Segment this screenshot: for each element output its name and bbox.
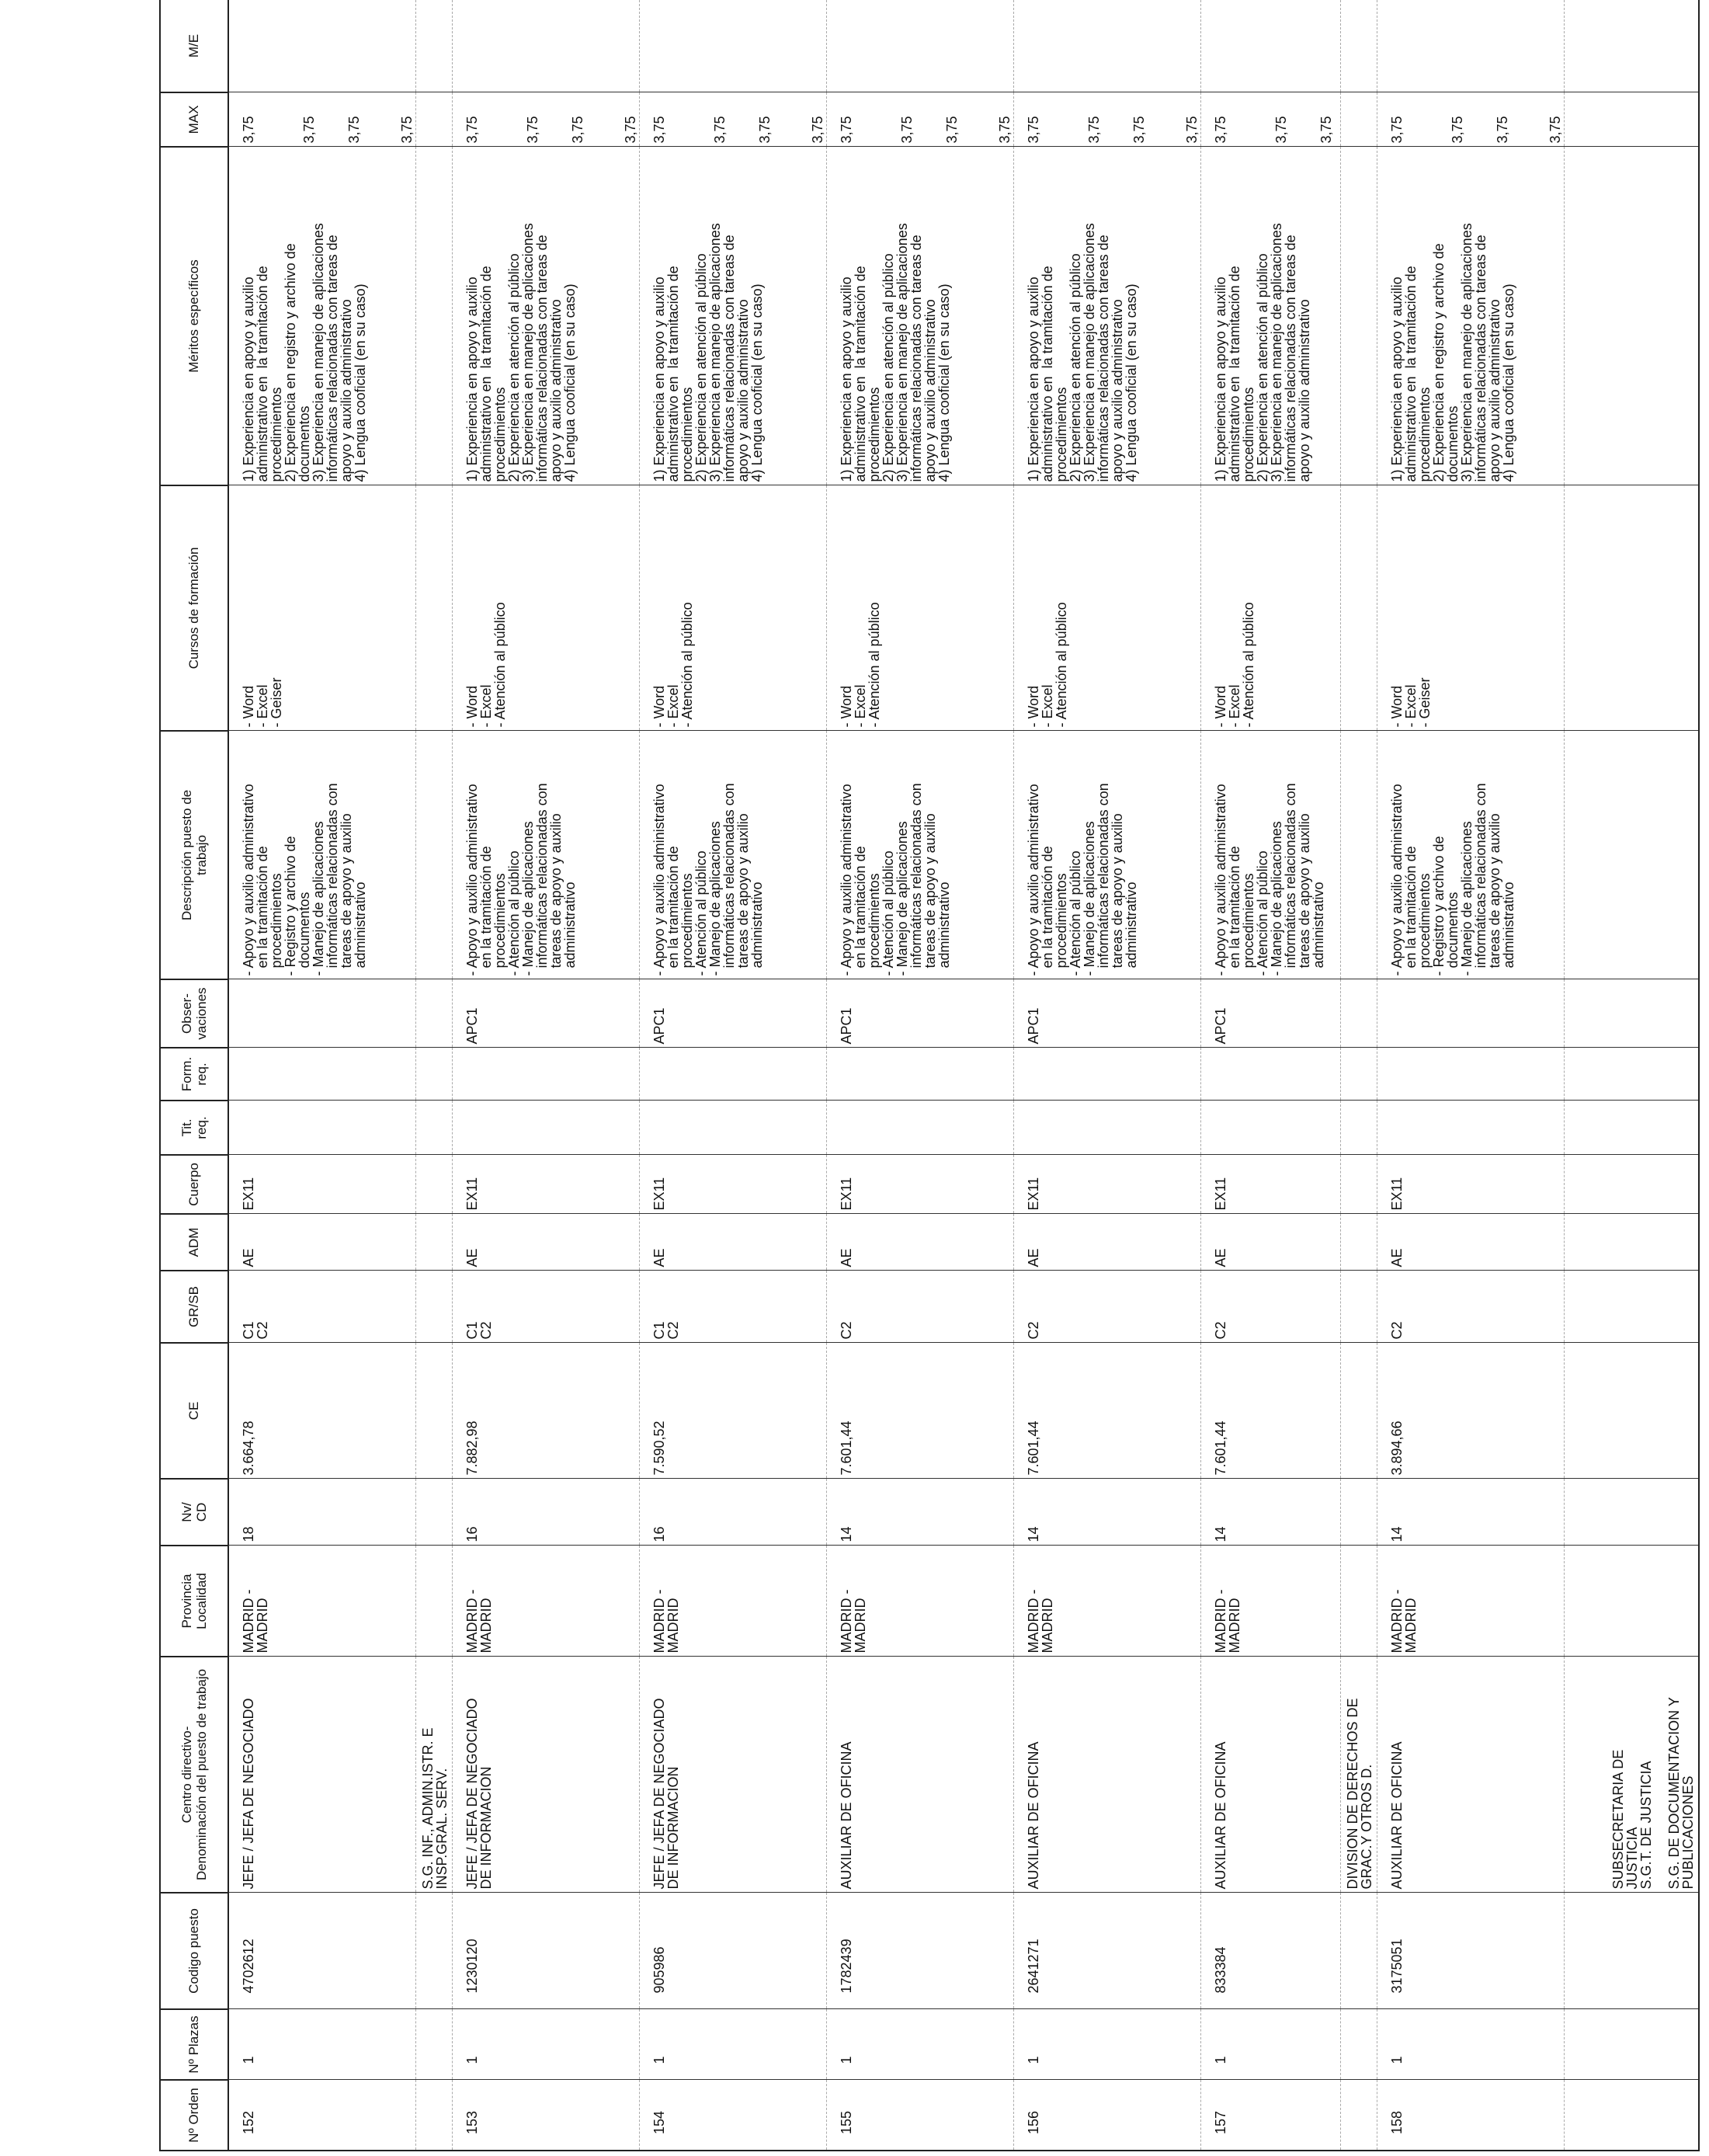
cell-adm: AE: [827, 1214, 1014, 1271]
cell-observaciones: APC1: [640, 979, 827, 1048]
cell-plazas: 1: [827, 2009, 1014, 2080]
cell-max: [1014, 92, 1201, 147]
cell-ce: 3.664,78: [228, 1343, 416, 1479]
cell-provincia: [1565, 1546, 1700, 1657]
table-row: [827, 0, 1014, 2151]
max-value: 3,75: [1318, 116, 1334, 144]
cell-max: [1341, 92, 1377, 147]
cell-titulacion: [1341, 1101, 1377, 1155]
cell-cuerpo: EX11: [453, 1155, 640, 1214]
cell-observaciones: [416, 979, 453, 1048]
cell-provincia: MADRID - MADRID: [827, 1546, 1014, 1657]
max-value: 3,75: [399, 116, 415, 144]
table-row: [453, 0, 640, 2151]
cell-provincia: MADRID - MADRID: [1377, 1546, 1565, 1657]
cell-meritos: 1) Experiencia en apoyo y auxilio administrativo en la tramitación de procedimientos 2) Experiencia en atención al público 3) Experiencia en manejo de aplicaciones informáticas relacionadas con tareas de apoyo y auxilio administrativo 4) Lengua cooficial (en su caso): [1014, 147, 1201, 485]
cell-provincia: MADRID - MADRID: [228, 1546, 416, 1657]
cell-max: [1377, 92, 1565, 147]
cell-provincia: MADRID - MADRID: [453, 1546, 640, 1657]
header-meritos: Méritos específicos: [160, 147, 228, 485]
cell-formacion: [1014, 1048, 1201, 1101]
cell-plazas: 1: [640, 2009, 827, 2080]
cell-titulacion: [1565, 1101, 1700, 1155]
table-body: [228, 0, 1699, 2151]
cell-ce: 7.601,44: [1014, 1343, 1201, 1479]
header-me: M/E: [160, 0, 228, 92]
cell-formacion: [827, 1048, 1014, 1101]
cell-plazas: 1: [1377, 2009, 1565, 2080]
header-titulacion: Tit. req.: [160, 1101, 228, 1155]
max-value: 3,75: [1131, 116, 1147, 144]
cell-provincia: MADRID - MADRID: [640, 1546, 827, 1657]
cell-me: [640, 0, 827, 92]
cell-plazas: 1: [1201, 2009, 1341, 2080]
header-observaciones: Obser- vaciones: [160, 979, 228, 1048]
cell-orden: [416, 2080, 453, 2151]
cell-titulacion: [1014, 1101, 1201, 1155]
cell-nivel: 14: [1377, 1479, 1565, 1546]
cell-ce: [1341, 1343, 1377, 1479]
header-provincia: Provincia Localidad: [160, 1546, 228, 1657]
cell-ce: 3.894,66: [1377, 1343, 1565, 1479]
cell-descripcion: [1565, 731, 1700, 979]
cell-max: [416, 92, 453, 147]
cell-nivel: [1565, 1479, 1700, 1546]
cell-formacion: [640, 1048, 827, 1101]
cell-me: [1377, 0, 1565, 92]
cell-provincia: [1341, 1546, 1377, 1657]
cell-adm: AE: [640, 1214, 827, 1271]
max-value: 3,75: [1450, 116, 1465, 144]
cell-adm: AE: [1377, 1214, 1565, 1271]
cell-cursos: [1565, 485, 1700, 731]
cell-codigo: [1341, 1893, 1377, 2009]
cell-grsb: C1 C2: [453, 1271, 640, 1343]
cell-centro: AUXILIAR DE OFICINA: [1201, 1657, 1341, 1893]
cell-descripcion: - Apoyo y auxilio administrativo en la tramitación de procedimientos - Atención al público - Manejo de aplicaciones informáticas relacionadas con tareas de apoyo y auxilio administrativo: [1201, 731, 1341, 979]
cell-orden: [1565, 2080, 1700, 2151]
cell-observaciones: APC1: [1014, 979, 1201, 1048]
cell-grsb: C2: [1201, 1271, 1341, 1343]
max-value: 3,75: [757, 116, 773, 144]
cell-orden: 157: [1201, 2080, 1341, 2151]
cell-cuerpo: EX11: [1201, 1155, 1341, 1214]
cell-cuerpo: EX11: [640, 1155, 827, 1214]
cell-plazas: [1341, 2009, 1377, 2080]
cell-plazas: [1565, 2009, 1700, 2080]
cell-titulacion: [453, 1101, 640, 1155]
cell-grsb: C1 C2: [228, 1271, 416, 1343]
cell-ce: [1565, 1343, 1700, 1479]
header-centro: Centro directivo- Denominación del puesto de trabajo: [160, 1657, 228, 1893]
cell-adm: AE: [228, 1214, 416, 1271]
cell-codigo: [416, 1893, 453, 2009]
cell-nivel: 14: [1014, 1479, 1201, 1546]
cell-orden: 153: [453, 2080, 640, 2151]
cell-nivel: 16: [453, 1479, 640, 1546]
cell-plazas: 1: [228, 2009, 416, 2080]
cell-grsb: C1 C2: [640, 1271, 827, 1343]
cell-cuerpo: EX11: [228, 1155, 416, 1214]
cell-cuerpo: [1565, 1155, 1700, 1214]
max-value: 3,75: [301, 116, 317, 144]
cell-titulacion: [640, 1101, 827, 1155]
cell-centro: SUBSECRETARIA DE JUSTICIA S.G.T. DE JUSTICIA S.G. DE DOCUMENTACION Y PUBLICACIONES: [1565, 1657, 1700, 1893]
cell-orden: [1341, 2080, 1377, 2151]
table-row: [228, 0, 416, 2151]
cell-orden: 155: [827, 2080, 1014, 2151]
cell-me: [228, 0, 416, 92]
header-orden: Nº Orden: [160, 2080, 228, 2151]
section-row: [416, 0, 453, 2151]
cell-plazas: 1: [453, 2009, 640, 2080]
cell-nivel: 18: [228, 1479, 416, 1546]
header-ce: CE: [160, 1343, 228, 1479]
header-adm: ADM: [160, 1214, 228, 1271]
max-value: 3,75: [241, 116, 256, 144]
max-value: 3,75: [944, 116, 960, 144]
cell-meritos: 1) Experiencia en apoyo y auxilio administrativo en la tramitación de procedimientos 2) Experiencia en registro y archivo de documentos 3) Experiencia en manejo de aplicaciones informáticas relacionadas con tareas de apoyo y auxilio administrativo 4) Lengua cooficial (en su caso): [228, 147, 416, 485]
cell-centro: JEFE / JEFA DE NEGOCIADO DE INFORMACION: [453, 1657, 640, 1893]
max-value: 3,75: [839, 116, 854, 144]
cell-orden: 152: [228, 2080, 416, 2151]
cell-max: [453, 92, 640, 147]
cell-observaciones: [1565, 979, 1700, 1048]
cell-provincia: MADRID - MADRID: [1014, 1546, 1201, 1657]
cell-codigo: 4702612: [228, 1893, 416, 2009]
cell-formacion: [228, 1048, 416, 1101]
cell-cuerpo: EX11: [827, 1155, 1014, 1214]
cell-orden: 158: [1377, 2080, 1565, 2151]
cell-max: [228, 92, 416, 147]
cell-descripcion: - Apoyo y auxilio administrativo en la tramitación de procedimientos - Atención al público - Manejo de aplicaciones informáticas relacionadas con tareas de apoyo y auxilio administrativo: [640, 731, 827, 979]
max-value: 3,75: [899, 116, 915, 144]
cell-meritos: 1) Experiencia en apoyo y auxilio administrativo en la tramitación de procedimientos 2) Experiencia en atención al público 3) Experiencia en manejo de aplicaciones informáticas relacionadas con tareas de apoyo y auxilio administrativo 4) Lengua cooficial (en su caso): [453, 147, 640, 485]
header-cursos: Cursos de formación: [160, 485, 228, 731]
cell-titulacion: [416, 1101, 453, 1155]
cell-ce: [416, 1343, 453, 1479]
cell-grsb: [1565, 1271, 1700, 1343]
cell-meritos: [416, 147, 453, 485]
cell-adm: [1341, 1214, 1377, 1271]
cell-cursos: - Word - Excel - Geiser: [1377, 485, 1565, 731]
cell-cursos: - Word - Excel - Atención al público: [453, 485, 640, 731]
max-value: 3,75: [1184, 116, 1200, 144]
cell-ce: 7.590,52: [640, 1343, 827, 1479]
cell-nivel: 14: [827, 1479, 1014, 1546]
cell-titulacion: [1377, 1101, 1565, 1155]
cell-grsb: [1341, 1271, 1377, 1343]
section-row: [1341, 0, 1377, 2151]
cell-max: [827, 92, 1014, 147]
cell-descripcion: - Apoyo y auxilio administrativo en la tramitación de procedimientos - Atención al público - Manejo de aplicaciones informáticas relacionadas con tareas de apoyo y auxilio administrativo: [827, 731, 1014, 979]
header-cuerpo: Cuerpo: [160, 1155, 228, 1214]
plazas-table: [159, 0, 1700, 2151]
max-value: 3,75: [1213, 116, 1228, 144]
max-value: 3,75: [651, 116, 667, 144]
max-value: 3,75: [525, 116, 540, 144]
max-value: 3,75: [1495, 116, 1510, 144]
max-value: 3,75: [1086, 116, 1102, 144]
header-codigo: Codigo puesto: [160, 1893, 228, 2009]
cell-orden: 154: [640, 2080, 827, 2151]
cell-adm: AE: [453, 1214, 640, 1271]
cell-descripcion: [1341, 731, 1377, 979]
cell-observaciones: APC1: [1201, 979, 1341, 1048]
cell-me: [1565, 0, 1700, 92]
cell-observaciones: [228, 979, 416, 1048]
max-value: 3,75: [570, 116, 585, 144]
table-header-row: [160, 0, 228, 2151]
cell-cuerpo: [416, 1155, 453, 1214]
cell-descripcion: - Apoyo y auxilio administrativo en la tramitación de procedimientos - Atención al público - Manejo de aplicaciones informáticas relacionadas con tareas de apoyo y auxilio administrativo: [453, 731, 640, 979]
cell-observaciones: APC1: [827, 979, 1014, 1048]
cell-meritos: 1) Experiencia en apoyo y auxilio administrativo en la tramitación de procedimientos 2) Experiencia en atención al público 3) Experiencia en manejo de aplicaciones informáticas relacionadas con tareas de apoyo y auxilio administrativo 4) Lengua cooficial (en su caso): [827, 147, 1014, 485]
cell-codigo: 833384: [1201, 1893, 1341, 2009]
table-row: [1377, 0, 1565, 2151]
max-value: 3,75: [712, 116, 728, 144]
cell-descripcion: - Apoyo y auxilio administrativo en la tramitación de procedimientos - Atención al público - Manejo de aplicaciones informáticas relacionadas con tareas de apoyo y auxilio administrativo: [1014, 731, 1201, 979]
cell-me: [1341, 0, 1377, 92]
cell-adm: [416, 1214, 453, 1271]
max-value: 3,75: [810, 116, 825, 144]
cell-cursos: - Word - Excel - Atención al público: [827, 485, 1014, 731]
cell-ce: 7.601,44: [827, 1343, 1014, 1479]
cell-cuerpo: [1341, 1155, 1377, 1214]
cell-nivel: 14: [1201, 1479, 1341, 1546]
table-row: [640, 0, 827, 2151]
cell-adm: AE: [1201, 1214, 1341, 1271]
cell-titulacion: [228, 1101, 416, 1155]
max-value: 3,75: [464, 116, 480, 144]
cell-plazas: 1: [1014, 2009, 1201, 2080]
max-value: 3,75: [623, 116, 638, 144]
cell-formacion: [453, 1048, 640, 1101]
max-value: 3,75: [346, 116, 362, 144]
cell-cursos: - Word - Excel - Atención al público: [1014, 485, 1201, 731]
header-plazas: Nº Plazas: [160, 2009, 228, 2080]
cell-cursos: - Word - Excel - Atención al público: [640, 485, 827, 731]
cell-formacion: [1377, 1048, 1565, 1101]
cell-max: [1201, 92, 1341, 147]
cell-centro: JEFE / JEFA DE NEGOCIADO DE INFORMACION: [640, 1657, 827, 1893]
table-row: [1014, 0, 1201, 2151]
cell-formacion: [416, 1048, 453, 1101]
header-descripcion: Descripción puesto de trabajo: [160, 731, 228, 979]
cell-titulacion: [827, 1101, 1014, 1155]
cell-codigo: 1782439: [827, 1893, 1014, 2009]
cell-me: [827, 0, 1014, 92]
cell-centro: S.G. INF., ADMIN.ISTR. E INSP.GRAL. SERV.: [416, 1657, 453, 1893]
cell-codigo: [1565, 1893, 1700, 2009]
cell-cursos: [416, 485, 453, 731]
cell-titulacion: [1201, 1101, 1341, 1155]
section-row: [1565, 0, 1700, 2151]
max-value: 3,75: [1547, 116, 1563, 144]
cell-centro: AUXILIAR DE OFICINA: [827, 1657, 1014, 1893]
max-value: 3,75: [1026, 116, 1041, 144]
cell-codigo: 3175051: [1377, 1893, 1565, 2009]
header-nivel: Nv/ CD: [160, 1479, 228, 1546]
cell-meritos: 1) Experiencia en apoyo y auxilio administrativo en la tramitación de procedimientos 2) Experiencia en atención al público 3) Experiencia en manejo de aplicaciones informáticas relacionadas con tareas de apoyo y auxilio administrativo: [1201, 147, 1341, 485]
cell-max: [640, 92, 827, 147]
cell-me: [1201, 0, 1341, 92]
cell-provincia: [416, 1546, 453, 1657]
cell-orden: 156: [1014, 2080, 1201, 2151]
cell-max: [1565, 92, 1700, 147]
table-row: [1201, 0, 1341, 2151]
header-grsb: GR/SB: [160, 1271, 228, 1343]
cell-grsb: [416, 1271, 453, 1343]
cell-centro: JEFE / JEFA DE NEGOCIADO: [228, 1657, 416, 1893]
cell-grsb: C2: [1377, 1271, 1565, 1343]
cell-centro: AUXILIAR DE OFICINA: [1377, 1657, 1565, 1893]
cell-meritos: [1341, 147, 1377, 485]
max-value: 3,75: [1273, 116, 1289, 144]
header-max: MAX: [160, 92, 228, 147]
cell-observaciones: APC1: [453, 979, 640, 1048]
cell-formacion: [1201, 1048, 1341, 1101]
cell-descripcion: [416, 731, 453, 979]
cell-descripcion: - Apoyo y auxilio administrativo en la tramitación de procedimientos - Registro y archivo de documentos - Manejo de aplicaciones informáticas relacionadas con tareas de apoyo y auxilio administrativo: [228, 731, 416, 979]
cell-meritos: 1) Experiencia en apoyo y auxilio administrativo en la tramitación de procedimientos 2) Experiencia en registro y archivo de documentos 3) Experiencia en manejo de aplicaciones informáticas relacionadas con tareas de apoyo y auxilio administrativo 4) Lengua cooficial (en su caso): [1377, 147, 1565, 485]
cell-observaciones: [1341, 979, 1377, 1048]
cell-codigo: 2641271: [1014, 1893, 1201, 2009]
cell-codigo: 905986: [640, 1893, 827, 2009]
cell-meritos: [1565, 147, 1700, 485]
cell-adm: AE: [1014, 1214, 1201, 1271]
cell-cuerpo: EX11: [1377, 1155, 1565, 1214]
cell-me: [453, 0, 640, 92]
cell-me: [1014, 0, 1201, 92]
cell-centro: AUXILIAR DE OFICINA: [1014, 1657, 1201, 1893]
cell-cursos: - Word - Excel - Geiser: [228, 485, 416, 731]
cell-plazas: [416, 2009, 453, 2080]
cell-observaciones: [1377, 979, 1565, 1048]
header-formacion: Form. req.: [160, 1048, 228, 1101]
cell-adm: [1565, 1214, 1700, 1271]
cell-provincia: MADRID - MADRID: [1201, 1546, 1341, 1657]
cell-formacion: [1565, 1048, 1700, 1101]
cell-meritos: 1) Experiencia en apoyo y auxilio administrativo en la tramitación de procedimientos 2) Experiencia en atención al público 3) Experiencia en manejo de aplicaciones informáticas relacionadas con tareas de apoyo y auxilio administrativo 4) Lengua cooficial (en su caso): [640, 147, 827, 485]
cell-cursos: - Word - Excel - Atención al público: [1201, 485, 1341, 731]
cell-centro: DIVISION DE DERECHOS DE GRAC.Y OTROS D.: [1341, 1657, 1377, 1893]
cell-formacion: [1341, 1048, 1377, 1101]
cell-ce: 7.882,98: [453, 1343, 640, 1479]
max-value: 3,75: [997, 116, 1013, 144]
rotated-page: [159, 0, 1709, 2151]
cell-codigo: 1230120: [453, 1893, 640, 2009]
cell-nivel: 16: [640, 1479, 827, 1546]
cell-descripcion: - Apoyo y auxilio administrativo en la tramitación de procedimientos - Registro y archivo de documentos - Manejo de aplicaciones informáticas relacionadas con tareas de apoyo y auxilio administrativo: [1377, 731, 1565, 979]
max-value: 3,75: [1389, 116, 1405, 144]
cell-cuerpo: EX11: [1014, 1155, 1201, 1214]
cell-ce: 7.601,44: [1201, 1343, 1341, 1479]
cell-nivel: [1341, 1479, 1377, 1546]
cell-grsb: C2: [827, 1271, 1014, 1343]
cell-grsb: C2: [1014, 1271, 1201, 1343]
cell-nivel: [416, 1479, 453, 1546]
cell-cursos: [1341, 485, 1377, 731]
cell-me: [416, 0, 453, 92]
